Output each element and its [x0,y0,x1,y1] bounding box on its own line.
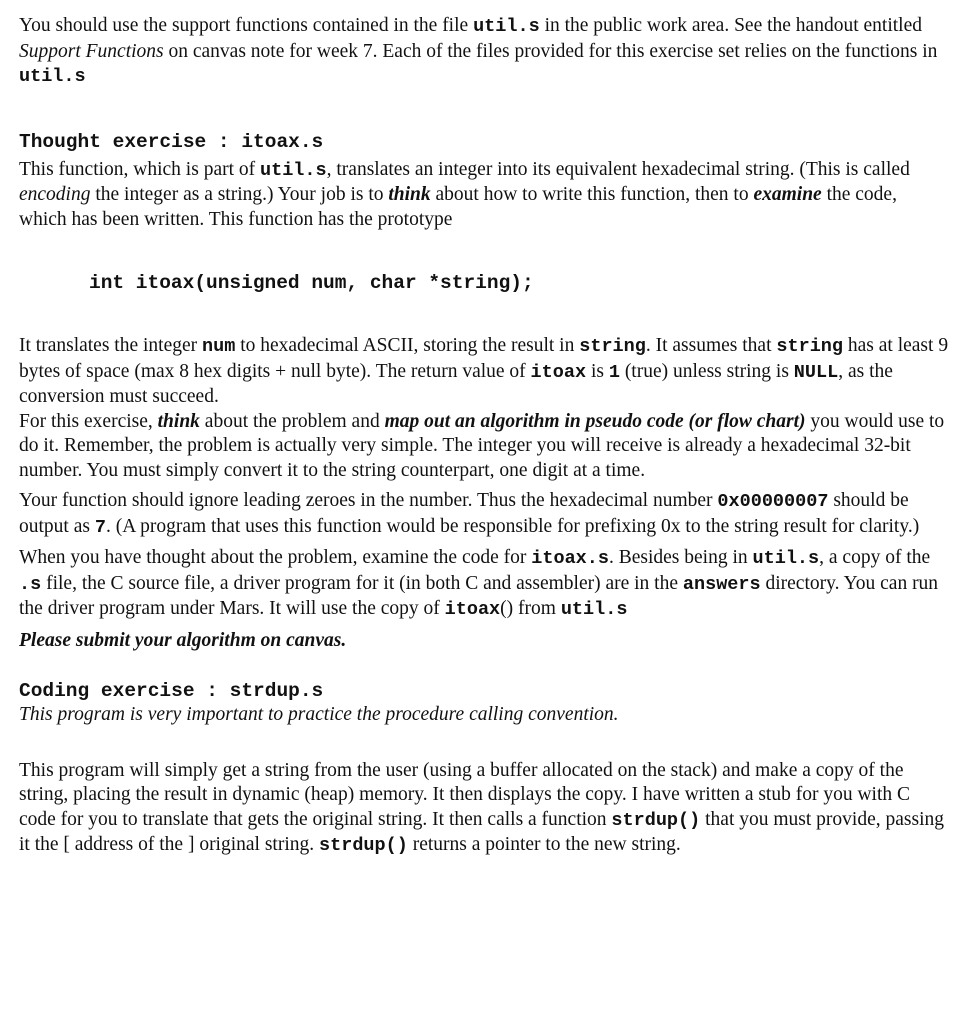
code-itoax: itoax [530,361,587,383]
text: , a copy of the [819,547,931,568]
code-one: 1 [608,361,620,383]
text: should be output as [19,490,909,537]
code-strdup: strdup() [319,835,408,856]
examine-paragraph [19,546,949,623]
text: you would use to do it. Remember, the problem is actually very simple. The integer you will receive is already a hexadecimal 32-bit number. You must simply convert it to the string counterpart, one digit at a time. [19,410,945,481]
translate-paragraph [19,334,949,410]
text: . (A program that uses this function would be responsible for prefixing 0x to the string result for clarity.) [105,515,920,537]
code-null: NULL [793,361,839,383]
coding-exercise-heading: Coding exercise : strdup.s [19,680,324,702]
emphasis-algorithm: map out an algorithm in pseudo code (or flow chart) [384,410,806,432]
code-util-s: util.s [473,16,540,37]
text: the code, which has been written. This function has the prototype [19,184,897,230]
code-seven: 7 [94,516,106,538]
text: that you must provide, passing it the [ address of the ] original string. [19,808,944,855]
coding-note: This program is very important to practice the procedure calling convention. [19,704,619,725]
emphasis-examine: examine [753,184,822,205]
text: the integer as a string.) Your job is to [90,184,389,205]
code-num: num [202,336,236,357]
text: , as the conversion must succeed. [19,360,893,407]
text: to hexadecimal ASCII, storing the result in [235,335,580,356]
text: in the public work area. See the handout entitled [539,15,922,36]
text: directory. You can run the driver program under Mars. It will use the copy of [19,572,939,619]
text: Your function should ignore leading zeroes in the number. Thus the hexadecimal number [19,490,718,511]
strdup-paragraph [19,759,949,859]
text: This function, which is part of [19,158,260,180]
code-answers: answers [682,573,761,595]
emphasis-encoding: encoding [19,184,91,205]
code-util-s: util.s [752,548,820,569]
exercise-paragraph [19,410,949,484]
text: , translates an integer into its equivalent hexadecimal string. (This is called [326,158,910,180]
zeroes-paragraph [19,489,949,540]
submit-instruction: Please submit your algorithm on canvas. [19,629,347,651]
text: It translates the integer [19,335,203,356]
thought-exercise-heading: Thought exercise : itoax.s [19,130,324,153]
emphasis-think: think [388,184,431,205]
text: When you have thought about the problem, examine the code for [19,547,532,568]
code-string: string [776,336,844,357]
text: For this exercise, [19,410,158,432]
function-prototype: int itoax(unsigned num, char *string); [89,272,534,294]
text: about the problem and [199,410,385,432]
text: has at least 9 bytes of space (max 8 hex digits + null byte). The return value of [19,335,949,382]
code-strdup: strdup() [611,809,701,831]
code-util-s: util.s [260,159,327,181]
code-hex-example: 0x00000007 [717,491,829,512]
text: returns a pointer to the new string. [407,834,681,855]
text: () from [500,598,561,619]
code-itoax: itoax [444,599,501,620]
handout-title: Support Functions [19,40,164,62]
intro-paragraph [19,14,949,90]
code-itoax-s: itoax.s [531,548,609,569]
text: on canvas note for week 7. Each of the files provided for this exercise set relies on the functions in [163,40,938,62]
code-util-s: util.s [560,599,628,620]
text: (true) unless string is [619,360,794,382]
text: is [586,360,609,382]
thought-paragraph [19,158,949,233]
text: You should use the support functions contained in the file [19,15,474,36]
text: This program will simply get a string from the user (using a buffer allocated on the stack) and make a copy of the string, placing the result in dynamic (heap) memory. It then displays the copy. I have written a stub for you with C code for you to translate that gets the original string. It then calls a function [19,759,911,830]
text: . Besides being in [608,547,753,568]
code-string: string [579,336,646,357]
code-dot-s: .s [19,573,42,595]
text: file, the C source file, a driver program for it (in both C and assembler) are in the [41,572,683,594]
emphasis-think: think [157,410,200,432]
text: about how to write this function, then to [430,184,754,205]
text: . It assumes that [645,335,777,356]
code-util-s: util.s [19,66,86,87]
document-page [19,14,949,859]
